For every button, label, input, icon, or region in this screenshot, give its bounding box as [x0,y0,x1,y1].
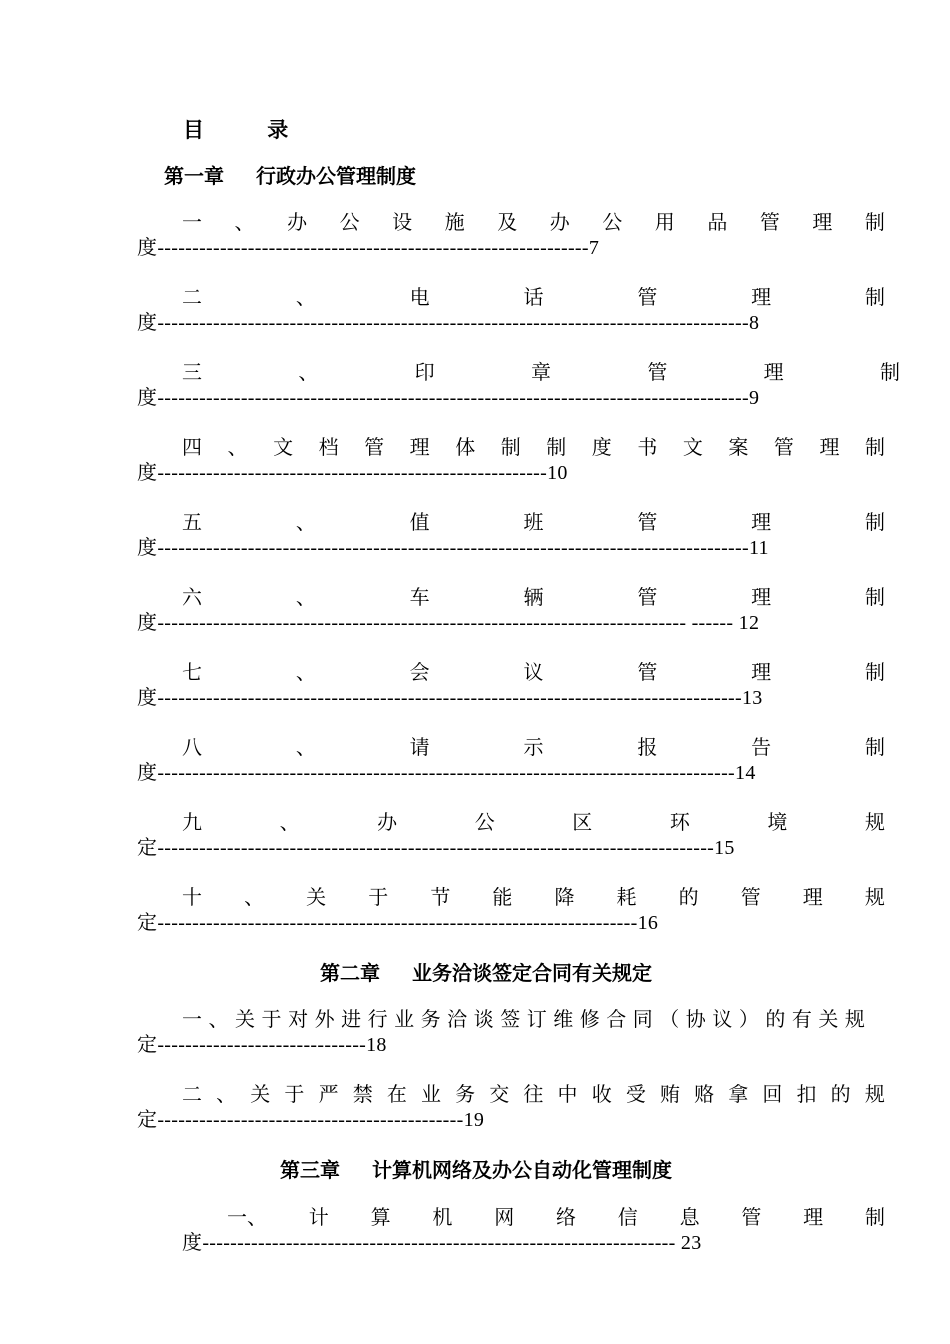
title-char: 办 [549,210,570,234]
title-char: 制 [879,360,900,384]
title-char: 制 [864,735,885,759]
title-char: 、 [234,210,255,234]
title-char: 制 [500,435,521,459]
title-char: 、 [298,360,319,384]
title-char: 理 [409,435,430,459]
title-char: 理 [751,585,772,609]
title-char: 施 [444,210,465,234]
title-char: 关 [818,1007,839,1031]
title-char: 对 [288,1007,309,1031]
title-char: 档 [318,435,339,459]
title-char: 书 [637,435,658,459]
title-char: 理 [751,510,772,534]
title-char: 进 [341,1007,362,1031]
chapter-number: 第三章 [280,1158,340,1182]
title-char: 报 [637,735,658,759]
title-char: 管 [637,585,658,609]
title-char: 同 [632,1007,653,1031]
toc-entry[interactable] [137,507,885,561]
title-char: 电 [409,285,430,309]
title-char: 维 [553,1007,574,1031]
title-char: 赂 [694,1082,715,1106]
title-char: 规 [844,1007,865,1031]
title-char: 于 [368,885,389,909]
chapter-heading-3 [280,1154,672,1183]
title-char: 设 [392,210,413,234]
dot-leader: ---------------------------------------------------------------------------- ------ [157,612,734,634]
title-char: 议 [712,1007,733,1031]
title-end-char: 度 [137,310,158,334]
title-char: 印 [414,360,435,384]
title-char: 车 [409,585,430,609]
title-char: 制 [864,210,885,234]
title-char: 修 [579,1007,600,1031]
title-char: 签 [500,1007,521,1031]
title-char: 管 [637,510,658,534]
page-number: 19 [463,1109,485,1131]
title-char: 络 [555,1205,576,1229]
title-char: 信 [617,1205,638,1229]
title-char: 管 [647,360,668,384]
title-char: 制 [864,585,885,609]
page-number: 12 [733,612,760,634]
title-char: 公 [339,210,360,234]
title-char: 有 [791,1007,812,1031]
title-char: 扣 [796,1082,817,1106]
title-char: 境 [767,810,788,834]
title-char: 文 [273,435,294,459]
title-char: 洽 [447,1007,468,1031]
title-char: 区 [572,810,593,834]
chapter-heading-2 [320,957,652,986]
title-char: 办 [287,210,308,234]
toc-entry[interactable] [137,432,885,486]
toc-entry-leader [137,833,885,861]
dot-leader: -------------------------------------------------------------------------------- [157,837,715,859]
title-char: 的 [678,885,699,909]
title-char: 规 [864,885,885,909]
title-char: 值 [409,510,430,534]
title-char: 示 [523,735,544,759]
title-char: 交 [489,1082,510,1106]
title-char: 一、 [227,1205,267,1229]
title-char: 行 [367,1007,388,1031]
title-end-char: 度 [137,685,158,709]
toc-title: 目 录 [183,117,317,142]
title-char: 体 [455,435,476,459]
chapter-heading-1 [164,160,416,189]
title-end-char: 度 [137,610,158,634]
title-end-char: 度 [137,235,158,259]
title-char: 、 [244,885,265,909]
toc-entry-leader [137,308,885,336]
title-char: 贿 [659,1082,680,1106]
page-number: 16 [637,912,659,934]
title-char: 二 [182,285,202,309]
title-char: 辆 [523,585,544,609]
title-char: 管 [759,210,780,234]
title-char: 理 [802,885,823,909]
title-char: 往 [523,1082,544,1106]
toc-entry[interactable] [137,1079,885,1133]
title-char: 议 [523,660,544,684]
title-char: 理 [751,285,772,309]
title-end-char: 定 [137,1107,158,1131]
title-char: 收 [591,1082,612,1106]
toc-entry[interactable] [137,657,885,711]
title-char: （ [659,1007,680,1031]
dot-leader: ----------------------------------------------------------------------------------- [157,762,736,784]
toc-entry[interactable] [137,207,885,261]
title-char: 谈 [473,1007,494,1031]
title-char: 严 [318,1082,339,1106]
title-char: 、 [227,435,248,459]
toc-entry-leader [137,1105,885,1133]
dot-leader: ------------------------------------------------------------------------------------ [157,687,742,709]
title-char: 禁 [352,1082,373,1106]
title-char: 公 [474,810,495,834]
title-char: 计 [308,1205,329,1229]
title-char: 回 [762,1082,783,1106]
title-end-char: 度 [137,460,158,484]
title-char: 降 [554,885,575,909]
title-char: 业 [420,1082,441,1106]
title-char: 二 [182,1082,202,1106]
title-char: 一 [182,210,202,234]
title-char: 七 [182,660,202,684]
title-char: 案 [728,435,749,459]
page-number: 13 [741,687,763,709]
title-char: 务 [420,1007,441,1031]
title-char: 班 [523,510,544,534]
title-char: 制 [864,660,885,684]
title-char: 在 [386,1082,407,1106]
toc-entry[interactable] [137,807,885,861]
toc-entry[interactable] [137,282,885,336]
title-char: 业 [394,1007,415,1031]
dot-leader: ------------------------------------------------------------------------------------- [157,387,749,409]
title-char: 于 [284,1082,305,1106]
title-char: 关 [235,1007,256,1031]
title-char: 网 [494,1205,515,1229]
page-number: 23 [675,1232,702,1254]
title-char: 制 [864,285,885,309]
title-char: 节 [430,885,451,909]
title-char: 外 [314,1007,335,1031]
title-char: 、 [295,585,316,609]
title-char: 、 [295,510,316,534]
toc-entry[interactable] [137,882,885,936]
dot-leader: -------------------------------------------- [157,1109,464,1131]
title-char: 理 [763,360,784,384]
dot-leader: --------------------------------------------------------------------- [157,912,638,934]
toc-entry-leader [137,533,885,561]
toc-entry[interactable] [137,582,885,636]
title-char: 管 [741,1205,762,1229]
dot-leader: -------------------------------------------------------- [157,462,548,484]
title-char: 、 [295,735,316,759]
title-char: 三 [182,360,202,384]
title-char: 八 [182,735,202,759]
chapter-number: 第二章 [320,961,380,985]
title-char: 关 [306,885,327,909]
toc-entry[interactable] [137,732,885,786]
title-char: 制 [864,1205,885,1229]
title-char: 耗 [616,885,637,909]
title-char: 理 [751,660,772,684]
chapter-name: 业务洽谈签定合同有关规定 [412,961,652,985]
title-char: ） [738,1007,759,1031]
title-char: 品 [707,210,728,234]
title-char: 制 [546,435,567,459]
title-char: 制 [864,435,885,459]
title-char: 规 [864,810,885,834]
title-char: 、 [216,1082,237,1106]
title-char: 中 [557,1082,578,1106]
title-char: 协 [685,1007,706,1031]
title-char: 理 [812,210,833,234]
title-char: 六 [182,585,202,609]
title-char: 理 [819,435,840,459]
dot-leader: -------------------------------------------------------------- [157,237,589,259]
title-char: 机 [432,1205,453,1229]
toc-entry[interactable] [182,1202,885,1256]
title-char: 九 [182,810,202,834]
page-number: 10 [547,462,568,484]
page-number: 9 [748,387,760,409]
title-char: 环 [669,810,690,834]
dot-leader: ------------------------------------------------------------------------------------- [157,312,749,334]
title-char: 的 [765,1007,786,1031]
title-char: 文 [682,435,703,459]
title-char: 请 [409,735,430,759]
title-char: 能 [492,885,513,909]
dot-leader: -------------------------------------------------------------------- [202,1232,676,1254]
title-char: 制 [864,510,885,534]
title-char: 管 [364,435,385,459]
title-char: 于 [261,1007,282,1031]
toc-entry-leader [137,458,885,486]
page-number: 14 [735,762,756,784]
toc-entry-leader [137,383,885,411]
chapter-number: 第一章 [164,164,224,188]
chapter-name: 计算机网络及办公自动化管理制度 [372,1158,672,1182]
title-char: 管 [740,885,761,909]
title-char: 理 [803,1205,824,1229]
title-char: 十 [182,885,202,909]
title-char: 关 [250,1082,271,1106]
title-char: 公 [602,210,623,234]
page-number: 7 [588,237,600,259]
title-end-char: 定 [137,835,158,859]
title-end-char: 定 [137,1032,158,1056]
toc-entry-leader [137,1030,885,1058]
title-char: 、 [295,285,316,309]
title-char: 、 [279,810,300,834]
title-end-char: 度 [182,1230,203,1254]
title-char: 四 [182,435,202,459]
title-char: 度 [591,435,612,459]
title-end-char: 定 [137,910,158,934]
title-char: 、 [295,660,316,684]
page-number: 8 [748,312,760,334]
title-end-char: 度 [137,760,158,784]
title-char: 告 [751,735,772,759]
dot-leader: ------------------------------------------------------------------------------------- [157,537,749,559]
toc-entry-leader [137,233,885,261]
toc-entry-leader [182,1228,885,1256]
toc-entry[interactable] [137,357,900,411]
title-char: 及 [497,210,518,234]
title-char: 订 [526,1007,547,1031]
title-char: 五 [182,510,202,534]
toc-entry-leader [137,683,885,711]
title-char: 会 [409,660,430,684]
title-char: 的 [830,1082,851,1106]
dot-leader: ------------------------------ [157,1034,367,1056]
title-char: 务 [455,1082,476,1106]
title-char: 管 [637,285,658,309]
title-char: 受 [625,1082,646,1106]
toc-entry-leader [137,608,885,636]
title-char: 息 [679,1205,700,1229]
title-char: 用 [654,210,675,234]
title-char: 管 [773,435,794,459]
title-char: 管 [637,660,658,684]
page-number: 11 [748,537,769,559]
title-end-char: 度 [137,385,158,409]
title-char: 规 [864,1082,885,1106]
title-char: 章 [530,360,551,384]
page-number: 18 [366,1034,387,1056]
toc-entry-leader [137,908,885,936]
title-char: 办 [377,810,398,834]
title-char: 拿 [728,1082,749,1106]
page-number: 15 [714,837,735,859]
title-char: 算 [370,1205,391,1229]
toc-entry[interactable] [137,1004,885,1058]
chapter-name: 行政办公管理制度 [256,164,416,188]
title-char: 话 [523,285,544,309]
title-char: 合 [606,1007,627,1031]
toc-entry-leader [137,758,885,786]
title-end-char: 度 [137,535,158,559]
title-char: 、 [208,1007,229,1031]
title-char: 一 [182,1007,202,1031]
